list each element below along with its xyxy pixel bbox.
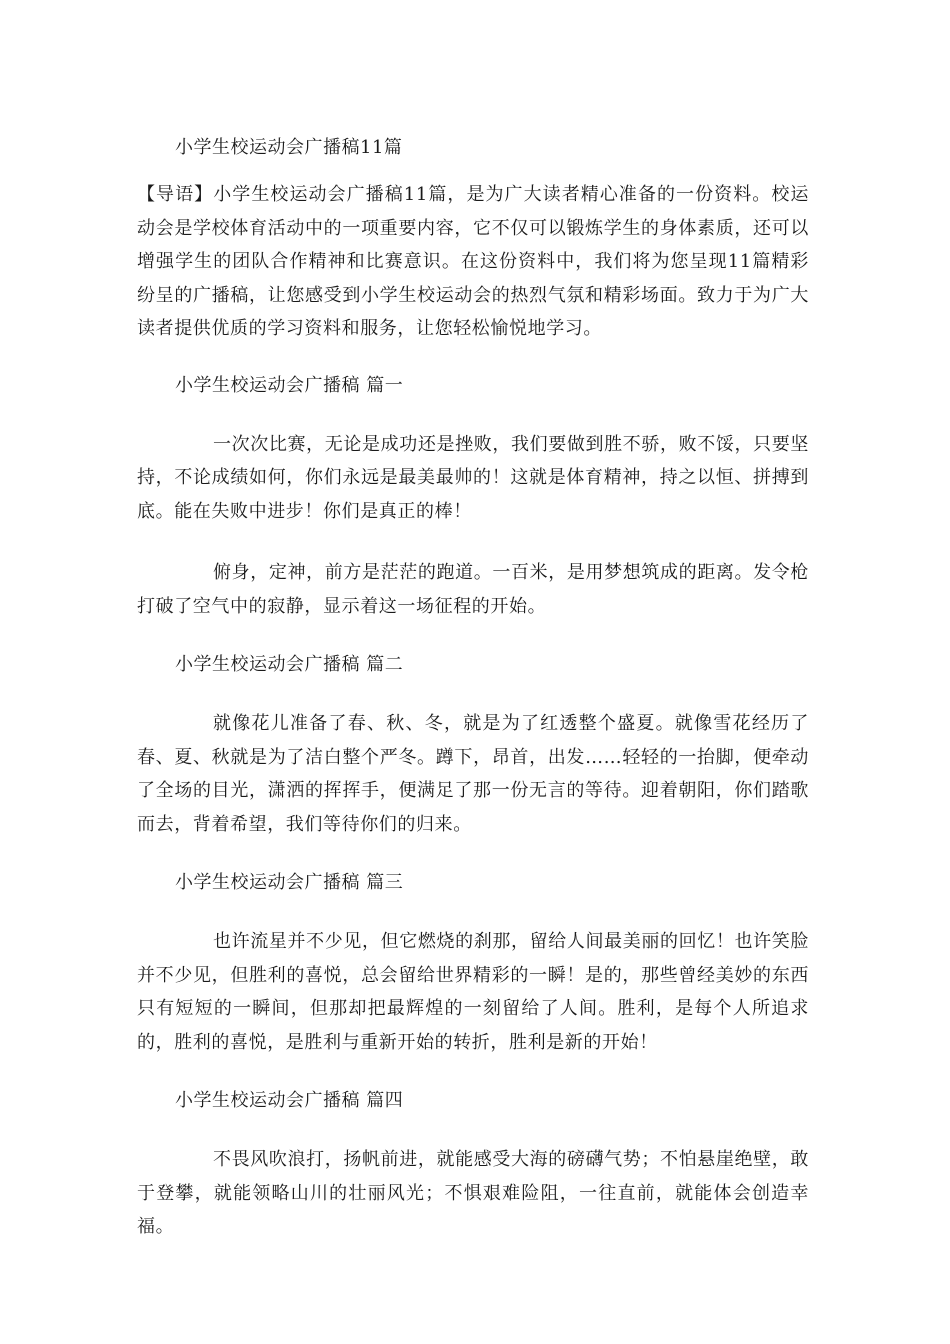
section-1-paragraph-1: 一次次比赛，无论是成功还是挫败，我们要做到胜不骄，败不馁，只要坚持，不论成绩如何，你们永远是最美最帅的！这就是体育精神，持之以恒、拼搏到底。能在失败中进步！你们是真正的棒！ bbox=[137, 433, 809, 522]
intro-paragraph: 【导语】小学生校运动会广播稿11篇，是为广大读者精心准备的一份资料。校运动会是学校体育活动中的一项重要内容，它不仅可以锻炼学生的身体素质，还可以增强学生的团队合作精神和比赛意识。在这份资料中，我们将为您呈现11篇精彩纷呈的广播稿，让您感受到小学生校运动会的热烈气氛和精彩场面。致力于为广大读者提供优质的学习资料和服务，让您轻松愉悦地学习。 bbox=[137, 184, 809, 339]
section-heading-1: 小学生校运动会广播稿 篇一 bbox=[175, 374, 404, 396]
section-2-paragraph-1: 就像花儿准备了春、秋、冬，就是为了红透整个盛夏。就像雪花经历了春、夏、秋就是为了洁白整个严冬。蹲下，昂首，出发……轻轻的一抬脚，便牵动了全场的目光，潇洒的挥挥手，便满足了那一份无言的等待。迎着朝阳，你们踏歌而去，背着希望，我们等待你们的归来。 bbox=[137, 713, 809, 835]
section-heading-4: 小学生校运动会广播稿 篇四 bbox=[175, 1090, 404, 1111]
section-4-paragraph-1: 不畏风吹浪打，扬帆前进，就能感受大海的磅礴气势；不怕悬崖绝壁，敢于登攀，就能领略山川的壮丽风光；不惧艰难险阻，一往直前，就能体会创造幸福。 bbox=[137, 1149, 809, 1237]
document-page bbox=[137, 128, 809, 1272]
document-title: 小学生校运动会广播稿11篇 bbox=[175, 137, 403, 158]
section-1-paragraph-2: 俯身，定神，前方是茫茫的跑道。一百米，是用梦想筑成的距离。发令枪打破了空气中的寂静，显示着这一场征程的开始。 bbox=[137, 562, 809, 617]
section-heading-2: 小学生校运动会广播稿 篇二 bbox=[175, 654, 404, 675]
section-heading-3: 小学生校运动会广播稿 篇三 bbox=[175, 872, 404, 893]
section-3-paragraph-1: 也许流星并不少见，但它燃烧的刹那，留给人间最美丽的回忆！也许笑脸并不少见，但胜利的喜悦，总会留给世界精彩的一瞬！是的，那些曾经美妙的东西只有短短的一瞬间，但那却把最辉煌的一刻留给了人间。胜利，是每个人所追求的，胜利的喜悦，是胜利与重新开始的转折，胜利是新的开始！ bbox=[137, 931, 809, 1053]
